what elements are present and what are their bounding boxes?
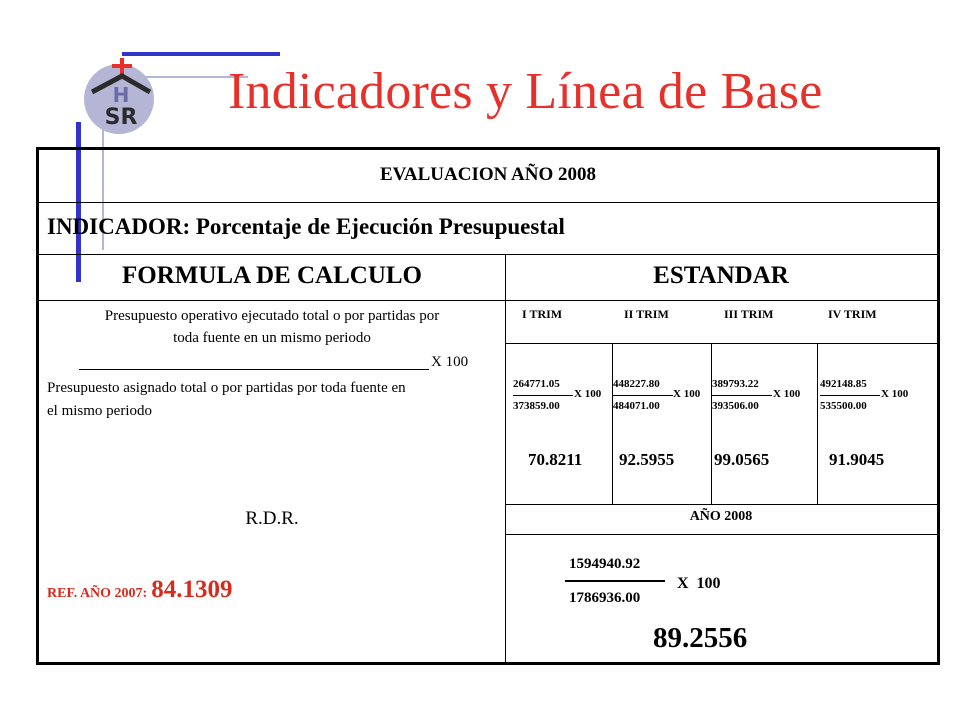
quarter-divider [711, 343, 712, 504]
quarter-multiplier: X 100 [673, 388, 701, 400]
quarter-result: 99.0565 [714, 450, 770, 469]
quarter-multiplier: X 100 [773, 388, 801, 400]
quarter-result: 70.8211 [528, 450, 583, 469]
quarter-numerator: 264771.05 [513, 378, 560, 390]
annual-numerator: 1594940.92 [569, 556, 641, 572]
quarter-label: III TRIM [724, 307, 774, 321]
quarter-label: I TRIM [522, 307, 563, 321]
quarter-fraction-line [712, 395, 772, 396]
indicator-name: Porcentaje de Ejecución Presupuestal [195, 214, 565, 239]
evaluation-header: EVALUACION AÑO 2008 [379, 164, 597, 185]
rule [39, 254, 937, 255]
quarter-label: IV TRIM [828, 307, 877, 321]
reference-row [47, 576, 232, 604]
svg-text:H: H [112, 83, 130, 107]
quarter-fraction-line [513, 395, 573, 396]
column-divider [505, 254, 506, 665]
quarter-divider [612, 343, 613, 504]
slide-title: Indicadores y Línea de Base [228, 63, 823, 120]
rule [39, 300, 937, 301]
svg-text:SR: SR [104, 105, 138, 130]
quarter-multiplier: X 100 [574, 388, 602, 400]
formula-denominator-1: Presupuesto asignado total o por partidas por toda fuente en [47, 380, 406, 396]
reference-label: REF. AÑO 2007: [47, 586, 148, 601]
annual-denominator: 1786936.00 [569, 590, 641, 606]
responsible-unit: R.D.R. [245, 508, 299, 529]
quarter-divider [817, 343, 818, 504]
quarter-result: 91.9045 [829, 450, 885, 469]
quarter-label: II TRIM [624, 307, 669, 321]
quarter-result: 92.5955 [619, 450, 675, 469]
annual-fraction-line [565, 580, 665, 582]
quarter-denominator: 484071.00 [613, 400, 660, 412]
standard-header: ESTANDAR [653, 262, 789, 289]
formula-header: FORMULA DE CALCULO [121, 262, 422, 289]
formula-multiplier: X 100 [431, 354, 469, 370]
formula-fraction-line [79, 369, 429, 370]
rule [505, 343, 937, 344]
reference-value: 84.1309 [151, 576, 233, 603]
annual-result: 89.2556 [653, 622, 748, 654]
annual-label: AÑO 2008 [689, 509, 753, 524]
quarter-fraction-line [820, 395, 880, 396]
formula-numerator-2: toda fuente en un mismo periodo [173, 330, 371, 346]
formula-denominator-2: el mismo periodo [47, 403, 152, 419]
quarter-denominator: 393506.00 [712, 400, 759, 412]
logo-emblem [80, 56, 160, 136]
indicator-table [36, 147, 940, 665]
quarter-fraction-line [613, 395, 673, 396]
quarter-numerator: 448227.80 [613, 378, 660, 390]
indicator-label: INDICADOR: [47, 214, 191, 239]
annual-multiplier: X 100 [677, 575, 721, 592]
indicator-row [47, 214, 565, 240]
formula-numerator-1: Presupuesto operativo ejecutado total o por partidas por [104, 308, 440, 324]
rule [505, 504, 937, 505]
quarter-denominator: 373859.00 [513, 400, 560, 412]
rule [39, 202, 937, 203]
quarter-denominator: 535500.00 [820, 400, 867, 412]
quarter-numerator: 389793.22 [712, 378, 759, 390]
quarter-numerator: 492148.85 [820, 378, 867, 390]
rule [505, 534, 937, 535]
quarter-multiplier: X 100 [881, 388, 909, 400]
